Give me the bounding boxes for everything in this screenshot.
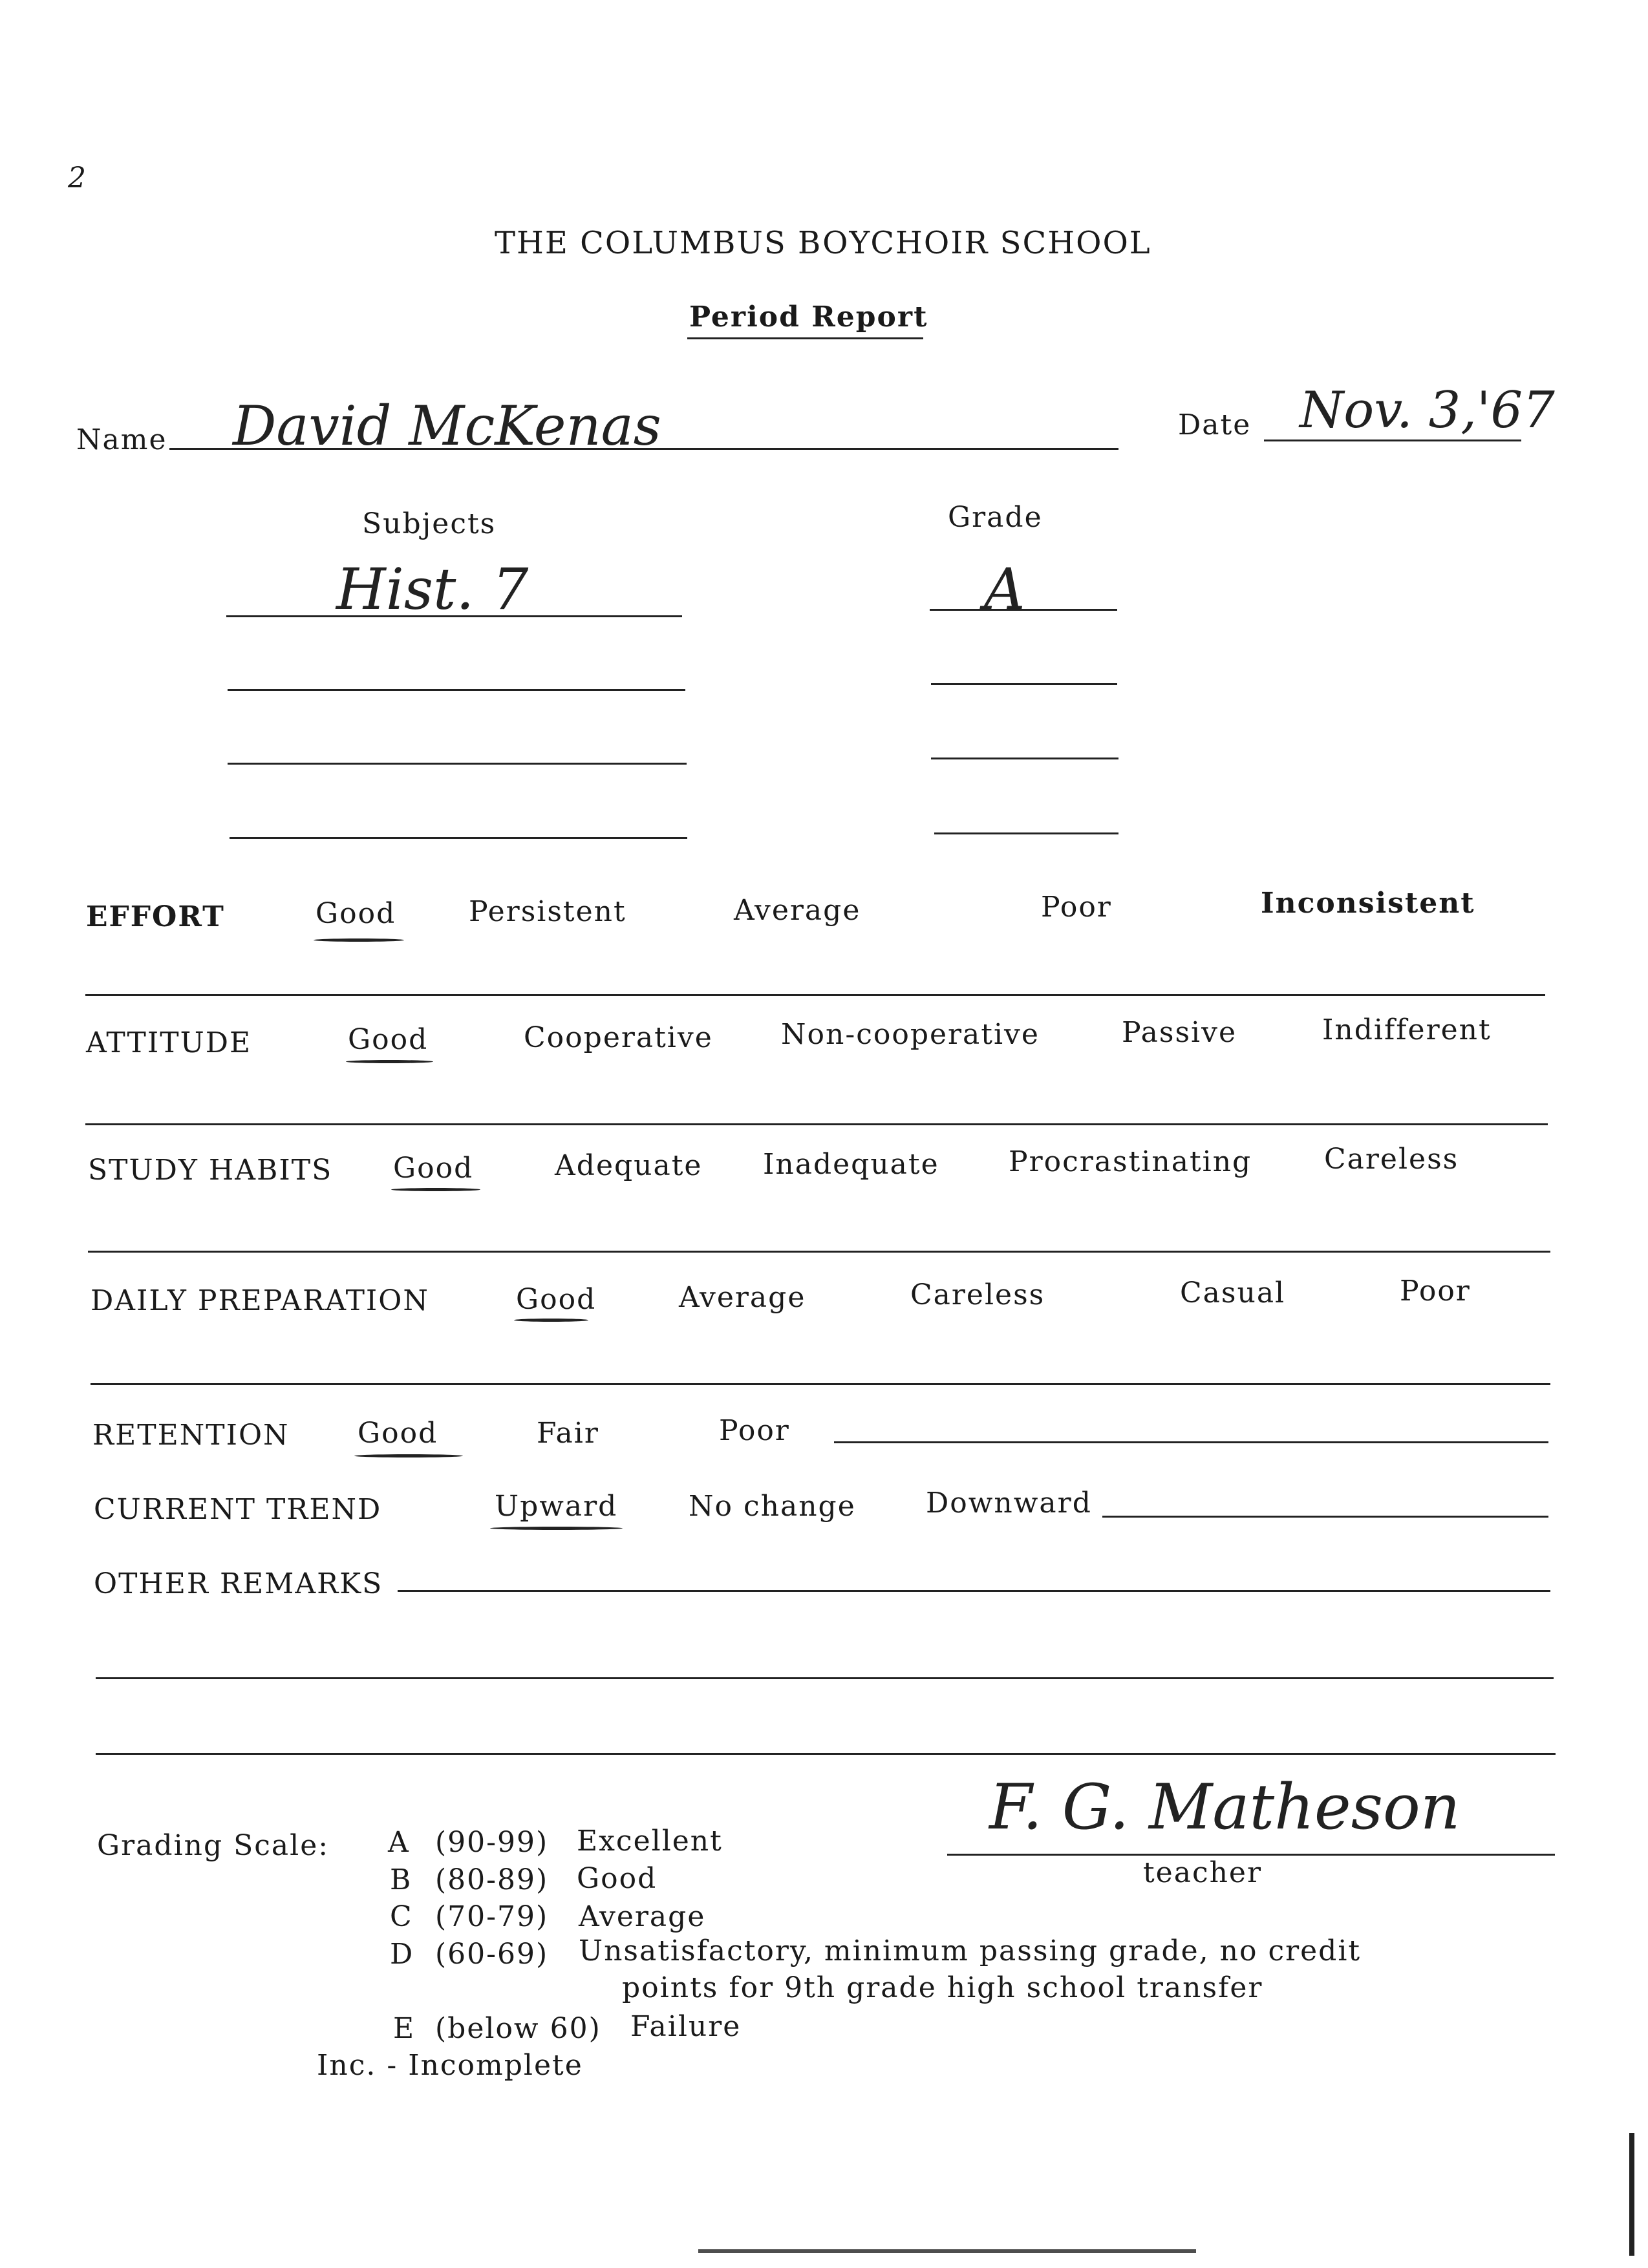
subjects-header: Subjects <box>362 507 497 540</box>
date-label: Date <box>1178 408 1252 441</box>
grade-letter: E <box>393 2012 416 2045</box>
attitude-selected-underline <box>346 1060 433 1063</box>
effort-option: Poor <box>1041 891 1112 924</box>
report-title-underline <box>687 337 923 339</box>
subject-line <box>230 837 687 839</box>
study-habits-divider <box>88 1251 1550 1253</box>
grade-description: Good <box>577 1862 658 1895</box>
subject-line <box>228 689 685 691</box>
date-line <box>1264 440 1521 441</box>
current-trend-remark-line <box>1102 1516 1548 1518</box>
grade-range: (80-89) <box>435 1863 549 1896</box>
effort-label: EFFORT <box>86 900 225 933</box>
attitude-option: Non-cooperative <box>781 1018 1040 1051</box>
study-habits-selected-underline <box>391 1188 480 1191</box>
name-value: David McKenas <box>233 394 661 458</box>
retention-remark-line <box>834 1441 1548 1443</box>
effort-selected-underline <box>314 938 404 942</box>
grade-description: Unsatisfactory, minimum passing grade, no credit <box>579 1934 1362 1967</box>
grade-description: Excellent <box>577 1825 723 1858</box>
study-habits-option: Procrastinating <box>1009 1145 1252 1178</box>
grade-range: (below 60) <box>435 2012 601 2045</box>
daily-preparation-divider <box>91 1383 1550 1385</box>
retention-selected-underline <box>354 1454 463 1457</box>
other-remarks-line <box>398 1590 1550 1592</box>
scan-edge-mark <box>1629 2133 1634 2256</box>
attitude-option: Good <box>348 1023 429 1056</box>
grade-range: (90-99) <box>435 1826 549 1859</box>
grade-line <box>931 683 1117 685</box>
attitude-option: Cooperative <box>524 1021 713 1054</box>
current-trend-option: Downward <box>926 1487 1092 1520</box>
incomplete-note: Inc. - Incomplete <box>317 2049 583 2082</box>
study-habits-option: Good <box>393 1152 474 1185</box>
report-title: Period Report <box>689 301 928 334</box>
subject-line <box>226 615 682 617</box>
retention-option: Poor <box>719 1414 790 1447</box>
date-value: Nov. 3,'67 <box>1300 381 1555 440</box>
grade-range: (70-79) <box>435 1900 549 1933</box>
grade-letter: A <box>388 1826 410 1859</box>
grade-letter: C <box>390 1900 413 1933</box>
study-habits-option: Inadequate <box>763 1148 939 1181</box>
effort-option: Good <box>316 897 396 930</box>
other-remarks-label: OTHER REMARKS <box>94 1567 383 1600</box>
grade-header: Grade <box>948 501 1043 534</box>
study-habits-label: STUDY HABITS <box>88 1154 333 1187</box>
retention-option: Good <box>358 1417 438 1450</box>
school-name: THE COLUMBUS BOYCHOIR SCHOOL <box>495 225 1151 261</box>
name-label: Name <box>76 423 167 456</box>
attitude-label: ATTITUDE <box>86 1026 252 1059</box>
grade-value: A <box>984 556 1025 622</box>
teacher-signature: F. G. Matheson <box>989 1771 1461 1843</box>
name-line <box>169 448 1118 450</box>
effort-option: Inconsistent <box>1261 887 1475 920</box>
daily-preparation-option: Poor <box>1400 1275 1471 1308</box>
daily-preparation-label: DAILY PREPARATION <box>91 1284 429 1317</box>
daily-preparation-option: Good <box>516 1283 597 1316</box>
signature-line <box>947 1854 1555 1856</box>
grading-scale-label: Grading Scale: <box>97 1829 330 1862</box>
attitude-option: Indifferent <box>1322 1013 1492 1046</box>
current-trend-option: Upward <box>495 1490 618 1523</box>
grade-description: Failure <box>630 2010 742 2043</box>
grade-letter: D <box>390 1938 414 1971</box>
current-trend-option: No change <box>689 1490 856 1523</box>
attitude-divider <box>85 1123 1548 1125</box>
corner-mark: 2 <box>68 162 86 195</box>
retention-label: RETENTION <box>92 1419 290 1452</box>
current-trend-selected-underline <box>490 1527 623 1530</box>
daily-preparation-option: Careless <box>910 1278 1045 1311</box>
grade-range: (60-69) <box>435 1938 549 1971</box>
study-habits-option: Careless <box>1324 1143 1459 1176</box>
subject-line <box>228 763 687 765</box>
grade-description: Average <box>579 1900 706 1933</box>
other-remarks-line <box>96 1753 1556 1755</box>
grade-line <box>931 758 1118 759</box>
effort-option: Persistent <box>469 895 626 928</box>
daily-preparation-option: Casual <box>1180 1277 1286 1309</box>
subject-value: Hist. 7 <box>336 556 529 622</box>
teacher-label: teacher <box>1143 1856 1263 1889</box>
attitude-option: Passive <box>1122 1016 1237 1049</box>
grade-line <box>930 609 1117 611</box>
daily-preparation-option: Average <box>679 1281 806 1314</box>
grade-line <box>934 832 1118 834</box>
study-habits-option: Adequate <box>555 1149 703 1182</box>
scan-bottom-mark <box>698 2249 1196 2253</box>
other-remarks-line <box>96 1677 1554 1679</box>
daily-preparation-selected-underline <box>514 1319 588 1322</box>
grade-letter: B <box>390 1863 412 1896</box>
effort-option: Average <box>734 894 861 927</box>
current-trend-label: CURRENT TREND <box>94 1493 382 1526</box>
effort-divider <box>85 994 1545 996</box>
grade-description: points for 9th grade high school transfer <box>622 1971 1263 2004</box>
retention-option: Fair <box>537 1417 599 1450</box>
